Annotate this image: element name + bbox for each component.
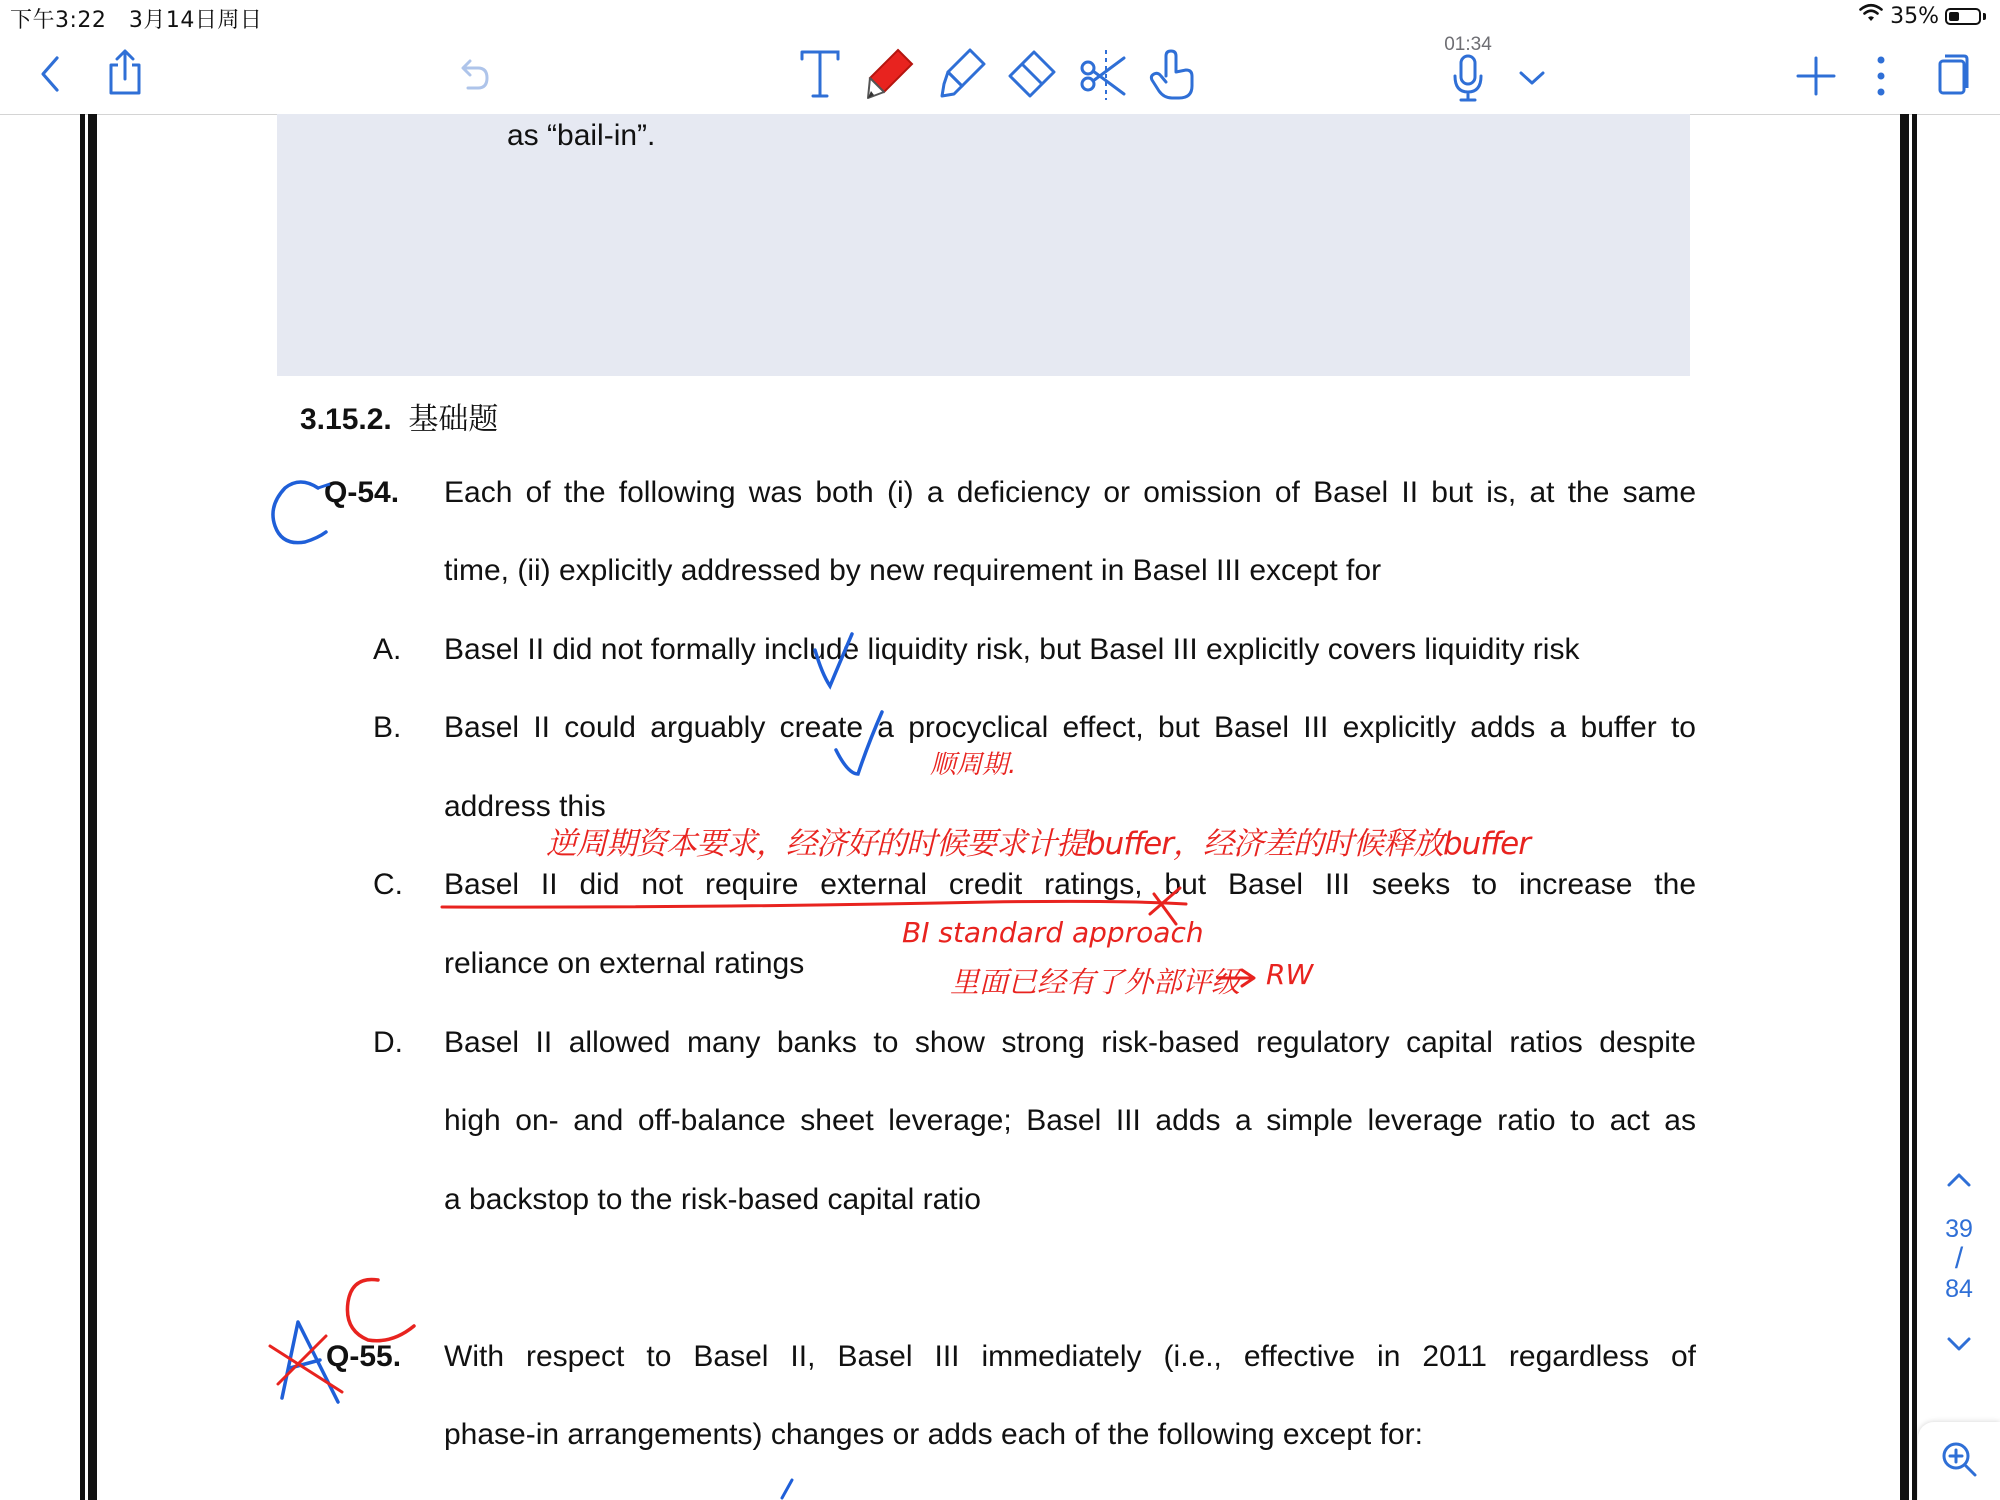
note-procyclical: 顺周期. xyxy=(930,750,1017,780)
chevron-down-icon[interactable] xyxy=(1939,1324,1979,1364)
option-text: a backstop to the risk-based capital ratio xyxy=(444,1183,981,1216)
ink-stray-mark xyxy=(782,1480,792,1498)
more-vertical-icon[interactable] xyxy=(1868,52,1894,100)
option-letter: B. xyxy=(373,711,402,744)
question-stem-line: With respect to Basel II, Basel III immediately (i.e., effective in 2011 regardless of xyxy=(444,1340,1696,1373)
page-separator: / xyxy=(1954,1242,1964,1275)
option-text: address this xyxy=(444,790,606,823)
battery-percent: 35% xyxy=(1890,3,1939,29)
battery-tip xyxy=(1983,13,1986,20)
toolbar xyxy=(0,34,2000,115)
pen-tool-icon[interactable] xyxy=(862,44,918,104)
page-indicator[interactable] xyxy=(1918,1214,2000,1304)
note-external-rating: 里面已经有了外部评级 xyxy=(950,965,1241,999)
ink-q54-answer-c xyxy=(273,482,326,543)
page-navigation-rail xyxy=(1918,114,2000,1500)
plus-icon[interactable] xyxy=(1794,54,1838,98)
pages-icon[interactable] xyxy=(1932,52,1972,100)
status-date: 3月14日周日 xyxy=(128,8,263,33)
option-text: reliance on external ratings xyxy=(444,947,805,980)
text-tool-icon[interactable] xyxy=(796,46,844,102)
zoom-in-icon xyxy=(1939,1439,1979,1484)
callout-box xyxy=(277,114,1690,376)
question-number: Q-54. xyxy=(324,476,400,509)
option-text: Basel II could arguably create a procyclical effect, but Basel III explicitly adds a buffer to xyxy=(444,711,1696,744)
undo-icon[interactable] xyxy=(452,52,494,96)
total-pages: 84 xyxy=(1945,1275,1973,1303)
question-stem-line: Each of the following was both (i) a deficiency or omission of Basel II but is, at the same xyxy=(444,476,1696,509)
section-title: 基础题 xyxy=(408,402,499,437)
option-text: Basel II did not require external credit ratings, but Basel III seeks to increase the xyxy=(444,868,1696,901)
chevron-up-icon[interactable] xyxy=(1939,1160,1979,1200)
question-stem-line: phase-in arrangements) changes or adds each of the following except for: xyxy=(444,1418,1423,1451)
current-page: 39 xyxy=(1945,1215,1973,1243)
eraser-tool-icon[interactable] xyxy=(1004,46,1060,104)
option-letter: C. xyxy=(373,868,403,901)
option-text: Basel II allowed many banks to show strong risk-based regulatory capital ratios despite xyxy=(444,1026,1696,1059)
status-time: 下午3:22 xyxy=(10,8,107,33)
option-letter: D. xyxy=(373,1026,403,1059)
option-text: high on- and off-balance sheet leverage; Basel III adds a simple leverage ratio to act as xyxy=(444,1104,1696,1137)
zoom-button[interactable] xyxy=(1918,1422,2000,1500)
battery-icon xyxy=(1945,8,1981,25)
question-number: Q-55. xyxy=(326,1340,402,1373)
chevron-down-icon[interactable] xyxy=(1514,64,1550,92)
option-text: Basel II did not formally include liquidity risk, but Basel III explicitly covers liquidity risk xyxy=(444,633,1580,666)
status-indicators xyxy=(1858,3,1986,29)
document-page[interactable] xyxy=(0,114,2000,1500)
status-bar xyxy=(0,0,2000,34)
ink-q55-answer-c xyxy=(347,1279,414,1340)
status-time-date xyxy=(10,3,262,34)
question-stem-line: time, (ii) explicitly addressed by new requirement in Basel III except for xyxy=(444,554,1382,587)
ink-underline-c xyxy=(442,901,1186,907)
wifi-icon xyxy=(1858,3,1884,29)
note-standard-approach: BI standard approach xyxy=(902,916,1204,949)
lasso-scissors-icon[interactable] xyxy=(1076,46,1132,104)
note-rw: RW xyxy=(1266,958,1314,991)
microphone-icon[interactable] xyxy=(1448,52,1488,104)
option-letter: A. xyxy=(373,633,402,666)
section-number: 3.15.2. xyxy=(300,403,392,436)
share-icon[interactable] xyxy=(102,46,148,98)
hand-pointer-icon[interactable] xyxy=(1146,46,1198,104)
chevron-left-icon[interactable] xyxy=(30,52,70,96)
highlighter-tool-icon[interactable] xyxy=(934,44,990,104)
recording-time: 01:34 xyxy=(1444,34,1492,55)
callout-box-text: as “bail-in”. xyxy=(507,119,656,152)
note-countercyclical-buffer: 逆周期资本要求，经济好的时候要求计提buffer，经济差的时候释放buffer xyxy=(546,826,1530,862)
section-heading xyxy=(300,394,498,438)
